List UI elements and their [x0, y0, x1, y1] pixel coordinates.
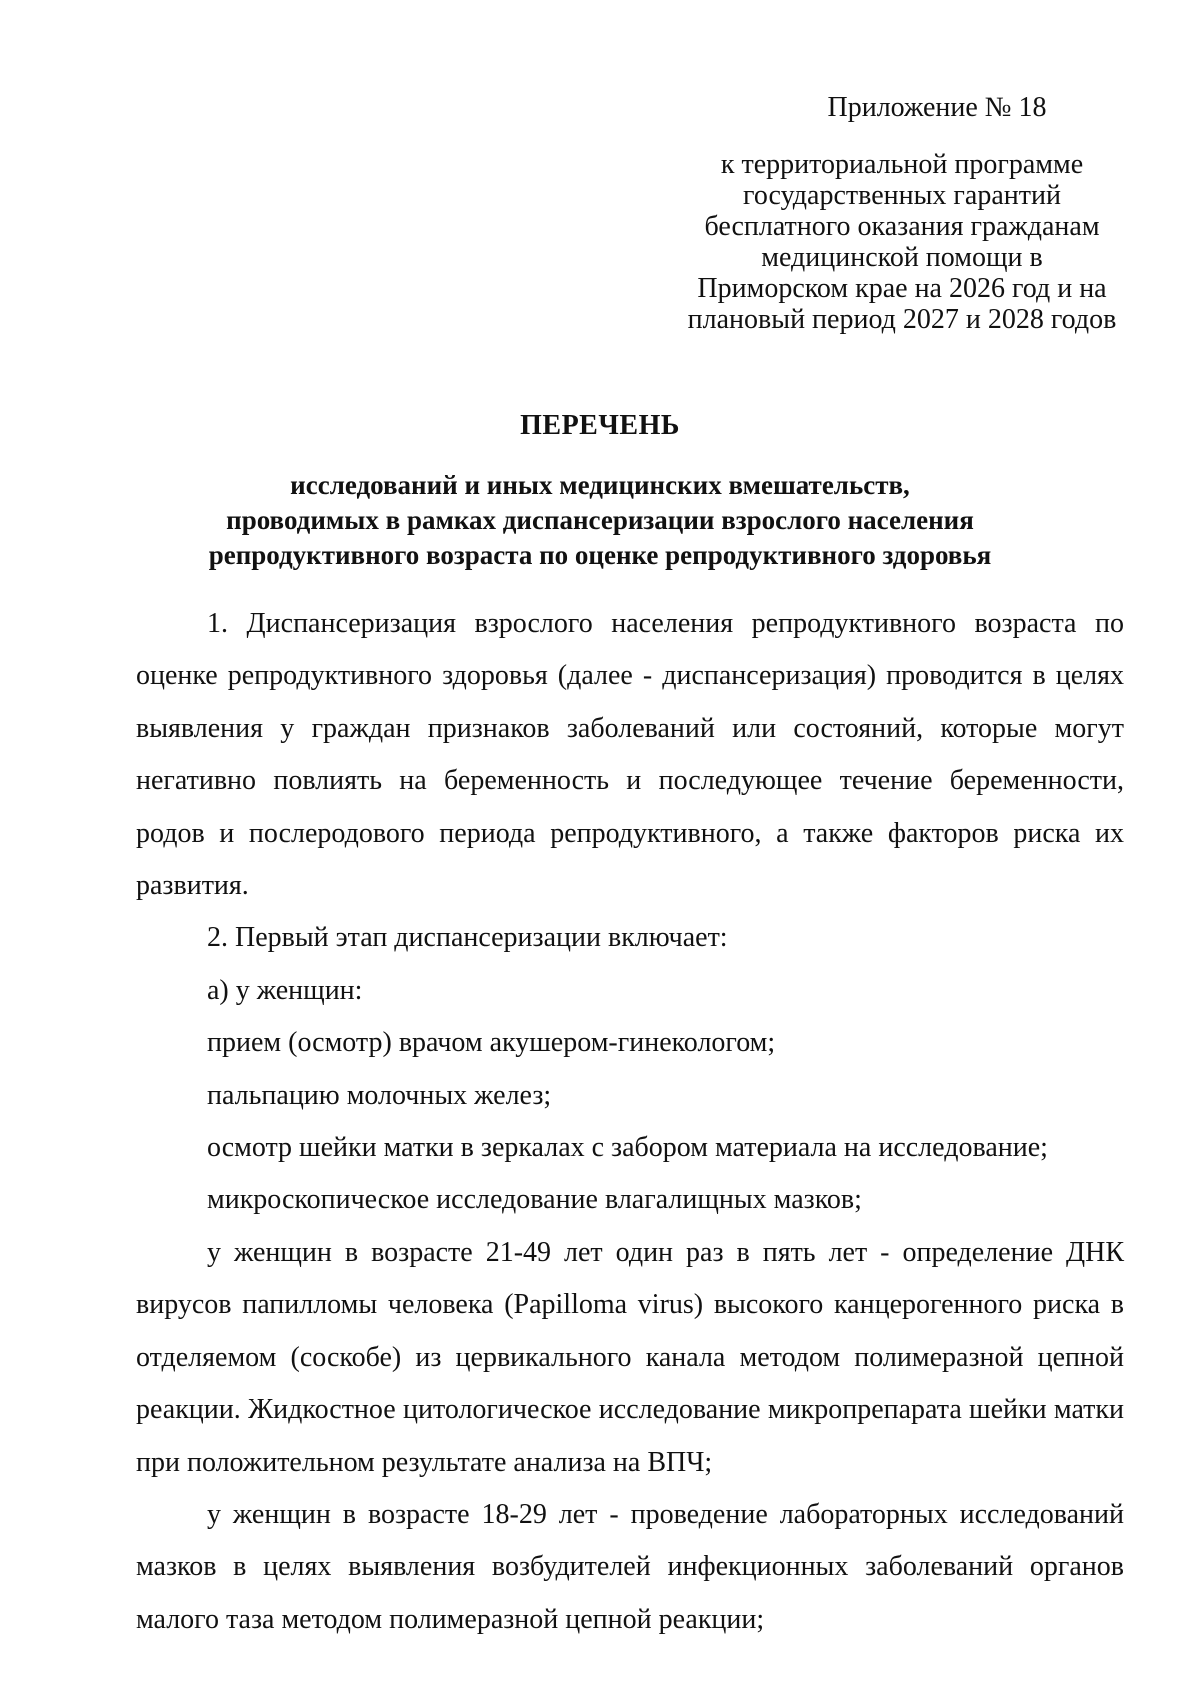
subtitle-line: исследований и иных медицинских вмешательств, — [290, 470, 910, 500]
list-item: пальпацию молочных желез; — [207, 1079, 552, 1111]
document-title: ПЕРЕЧЕНЬ — [520, 410, 680, 441]
subtitle-line: репродуктивного возраста по оценке репродуктивного здоровья — [208, 540, 992, 570]
appendix-line: бесплатного оказания гражданам — [704, 211, 1100, 242]
document-subtitle — [100, 468, 1100, 573]
subtitle-line: проводимых в рамках диспансеризации взрослого населения — [226, 505, 974, 535]
list-item: прием (осмотр) врачом акушером-гинекологом; — [207, 1027, 776, 1059]
paragraph-1: 1. Диспансеризация взрослого населения репродуктивного возраста по оценке репродуктивного здоровья (далее - диспансеризация) проводится в целях выявления у граждан признаков заболеваний или состояний, которые могут негативно повлиять на беременность и последующее течение беременности, родов и послеродового периода репродуктивного, а также факторов риска их развития. — [136, 608, 1124, 902]
appendix-line: государственных гарантий — [743, 180, 1061, 211]
appendix-line: плановый период 2027 и 2028 годов — [687, 304, 1117, 335]
appendix-block — [682, 92, 1122, 335]
list-item: микроскопическое исследование влагалищных мазков; — [207, 1184, 862, 1216]
paragraph-women: а) у женщин: — [207, 974, 363, 1006]
appendix-line: медицинской помощи в — [761, 242, 1043, 273]
document-body — [136, 598, 1124, 1646]
appendix-number: Приложение № 18 — [827, 92, 1047, 123]
paragraph-2: 2. Первый этап диспансеризации включает: — [207, 922, 728, 954]
appendix-line: Приморском крае на 2026 год и на — [697, 273, 1107, 304]
paragraph-hpv: у женщин в возрасте 21-49 лет один раз в пять лет - определение ДНК вирусов папилломы человека (Papilloma virus) высокого канцерогенного риска в отделяемом (соскобе) из цервикального канала методом полимеразной цепной реакции. Жидкостное цитологическое исследование микропрепарата шейки матки при положительном результате анализа на ВПЧ; — [136, 1236, 1124, 1478]
paragraph-pcr: у женщин в возрасте 18-29 лет - проведение лабораторных исследований мазков в целях выявления возбудителей инфекционных заболеваний органов малого таза методом полимеразной цепной реакции; — [136, 1498, 1124, 1635]
list-item: осмотр шейки матки в зеркалах с забором материала на исследование; — [207, 1132, 1048, 1164]
appendix-line: к территориальной программе — [720, 149, 1084, 180]
